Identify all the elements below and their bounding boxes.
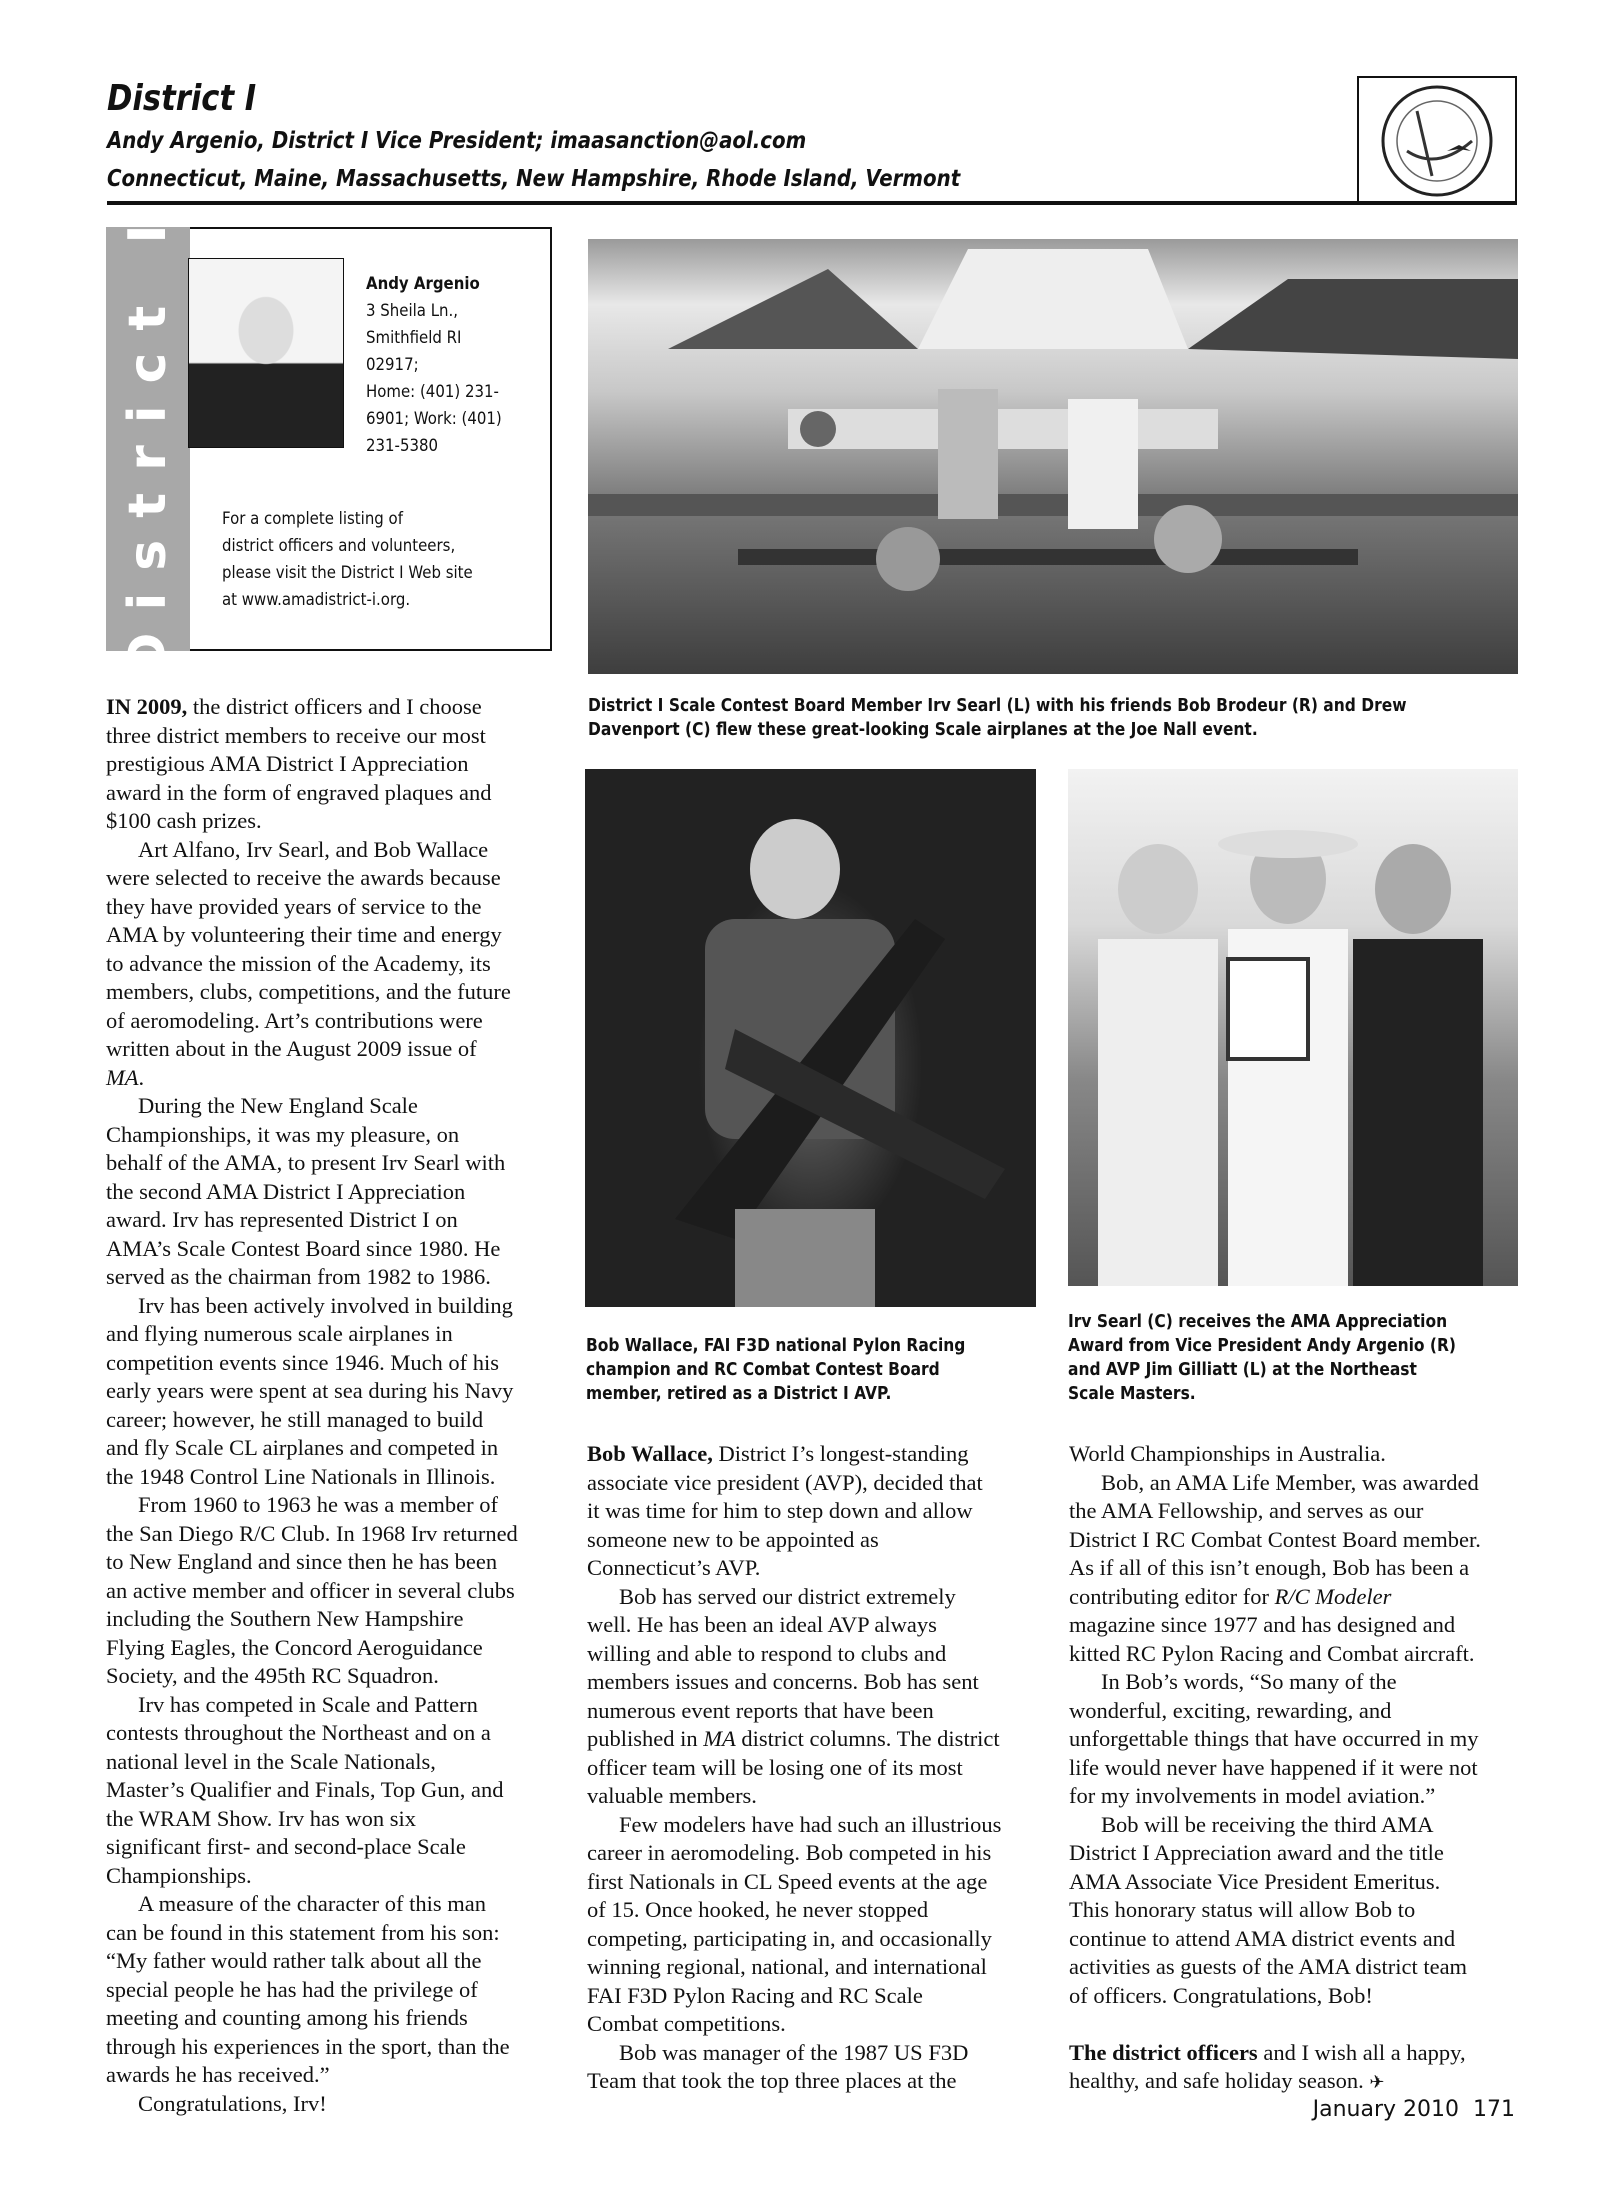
caption-line: Bob Wallace, FAI F3D national Pylon Racing [586, 1335, 966, 1356]
text-segment: Art Alfano, Irv Searl, and Bob Wallace [138, 836, 489, 862]
text-segment: prestigious AMA District I Appreciation [106, 751, 469, 776]
text-line [587, 1782, 1037, 1811]
text-line [587, 1611, 1037, 1640]
text-line [1069, 2067, 1519, 2096]
text-line [587, 1526, 1037, 1555]
text-line [1069, 2039, 1519, 2068]
text-segment: As if all of this isn’t enough, Bob has been a [1069, 1555, 1470, 1580]
text-segment: contests throughout the Northeast and on a [106, 1720, 491, 1745]
text-line [1069, 1782, 1519, 1811]
page-number: 171 [1473, 2097, 1515, 2122]
text-line [587, 1469, 1037, 1498]
text-line [1069, 1868, 1519, 1897]
text-segment: to New England and since then he has been [106, 1549, 498, 1574]
text-line [106, 950, 551, 979]
listing-line: please visit the District I Web site [222, 563, 473, 583]
text-segment: well. He has been an ideal AVP always [587, 1612, 937, 1637]
text-segment: The district officers [1069, 2039, 1258, 2065]
text-segment: associate vice president (AVP), decided that [587, 1469, 983, 1495]
andy-argenio-portrait [188, 258, 344, 448]
text-line [1069, 1839, 1519, 1868]
text-line [106, 1007, 551, 1036]
text-segment: Bob Wallace, [587, 1441, 713, 1466]
text-line [1069, 1811, 1519, 1840]
text-segment: wonderful, exciting, rewarding, and [1069, 1697, 1392, 1723]
caption-line: District I Scale Contest Board Member Irv Searl (L) with his friends Bob Brodeur (R) and Drew [588, 695, 1407, 716]
text-segment: FAI F3D Pylon Racing and RC Scale [587, 1982, 923, 2008]
top-photo-caption [588, 694, 1407, 742]
text-segment: served as the chairman from 1982 to 1986. [106, 1264, 491, 1289]
text-segment: the WRAM Show. Irv has won six [106, 1805, 416, 1831]
text-segment: the district officers and I choose [187, 694, 482, 719]
text-line [587, 1896, 1037, 1925]
text-segment: Combat competitions. [587, 2011, 786, 2036]
text-line [106, 1377, 551, 1406]
text-line [106, 1064, 551, 1093]
vertical-label-text: District I [118, 202, 178, 676]
text-line [106, 722, 551, 751]
text-segment: they have provided years of service to the [106, 893, 482, 919]
text-segment: for my involvements in model aviation.” [1069, 1783, 1436, 1808]
text-line [106, 1719, 551, 1748]
three-men-illustration [1068, 769, 1518, 1286]
contact-line: Home: (401) 231- [366, 382, 499, 402]
text-segment: willing and able to respond to clubs and [587, 1640, 947, 1666]
text-segment: significant first- and second-place Scale [106, 1834, 466, 1859]
text-segment: Few modelers have had such an illustrious [619, 1811, 1002, 1837]
text-line [587, 1982, 1037, 2011]
text-line [1069, 1697, 1519, 1726]
text-line [587, 1725, 1037, 1754]
text-segment: national level in the Scale Nationals, [106, 1748, 436, 1774]
text-segment: Championships, it was my pleasure, on [106, 1121, 460, 1147]
text-line [106, 2004, 551, 2033]
district-listing-note [222, 506, 473, 614]
text-segment: valuable members. [587, 1783, 757, 1808]
text-segment: competition events since 1946. Much of his [106, 1349, 500, 1375]
text-line [1069, 1925, 1519, 1954]
district-vertical-label [106, 202, 190, 676]
text-segment: meeting and counting among his friends [106, 2005, 468, 2030]
text-segment: “My father would rather talk about all the [106, 1948, 482, 1973]
text-line [1069, 1469, 1519, 1498]
text-segment: activities as guests of the AMA district team [1069, 1954, 1468, 1979]
text-segment: Society, and the 495th RC Squadron. [106, 1663, 439, 1688]
text-line [106, 1976, 551, 2005]
text-segment: awards he has received.” [106, 2062, 330, 2087]
text-segment: District I’s longest-standing [712, 1441, 969, 1466]
text-line [587, 1868, 1037, 1897]
text-line [587, 1697, 1037, 1726]
text-segment: career; however, he still managed to build [106, 1406, 484, 1432]
text-segment: including the Southern New Hampshire [106, 1606, 464, 1631]
text-line [106, 1862, 551, 1891]
text-line [106, 1691, 551, 1720]
states-line: Connecticut, Maine, Massachusetts, New Hampshire, Rhode Island, Vermont [107, 166, 961, 192]
contact-line: 02917; [366, 355, 419, 375]
text-segment: Bob will be receiving the third AMA [1101, 1811, 1434, 1837]
text-line [1069, 1583, 1519, 1612]
text-segment: three district members to receive our most [106, 722, 486, 748]
contact-line: 6901; Work: (401) [366, 409, 502, 429]
header-rule [107, 201, 1517, 205]
listing-line: district officers and volunteers, [222, 536, 456, 556]
text-line [106, 1947, 551, 1976]
text-segment: first Nationals in CL Speed events at the age [587, 1868, 988, 1894]
text-line [106, 1149, 551, 1178]
text-line [1069, 1497, 1519, 1526]
text-line [106, 1491, 551, 1520]
text-line [106, 1092, 551, 1121]
text-line [106, 1548, 551, 1577]
text-line [106, 1776, 551, 1805]
issue-date: January 2010 [1312, 2097, 1459, 2122]
text-segment: $100 cash prizes. [106, 808, 262, 833]
text-line [106, 2033, 551, 2062]
text-line [1069, 1896, 1519, 1925]
text-segment: Connecticut’s AVP. [587, 1555, 761, 1580]
man-with-plane-illustration [585, 769, 1036, 1307]
text-line [106, 1235, 551, 1264]
text-line [587, 2010, 1037, 2039]
text-line [587, 1754, 1037, 1783]
text-line [106, 1406, 551, 1435]
text-line [587, 1583, 1037, 1612]
text-segment: published in [587, 1726, 704, 1751]
text-line [106, 1263, 551, 1292]
ama-end-mark-icon: ✈ [1369, 2072, 1385, 2092]
text-segment: special people he has had the privilege of [106, 1976, 478, 2002]
text-line [106, 1463, 551, 1492]
right-photo-caption [1068, 1310, 1456, 1406]
text-segment: the San Diego R/C Club. In 1968 Irv returned [106, 1520, 518, 1546]
text-segment: R/C Modeler [1274, 1583, 1392, 1609]
text-segment: and flying numerous scale airplanes in [106, 1321, 453, 1346]
text-segment: and fly Scale CL airplanes and competed in [106, 1435, 499, 1460]
caption-line: Scale Masters. [1068, 1383, 1196, 1404]
caption-line: Davenport (C) flew these great-looking Scale airplanes at the Joe Nall event. [588, 719, 1258, 740]
text-segment: award. Irv has represented District I on [106, 1207, 458, 1232]
text-line [587, 1925, 1037, 1954]
text-segment: early years were spent at sea during his Navy [106, 1378, 514, 1403]
text-segment: Irv has been actively involved in building [138, 1292, 513, 1318]
text-line [587, 2067, 1037, 2096]
award-presentation-photo [1068, 769, 1518, 1286]
text-segment: life would never have happened if it were not [1069, 1754, 1478, 1780]
text-segment: District I Appreciation award and the title [1069, 1840, 1444, 1865]
text-line [106, 1577, 551, 1606]
text-line [106, 1919, 551, 1948]
text-line [1069, 2010, 1519, 2039]
ama-district-logo [1357, 76, 1517, 204]
text-line [106, 750, 551, 779]
text-line [587, 1554, 1037, 1583]
text-segment: through his experiences in the sport, than the [106, 2033, 510, 2059]
text-segment: career in aeromodeling. Bob competed in his [587, 1840, 992, 1865]
text-line [106, 1662, 551, 1691]
text-segment: AMA by volunteering their time and energy [106, 922, 502, 947]
text-line [106, 1890, 551, 1919]
text-segment: can be found in this statement from his son: [106, 1919, 500, 1945]
caption-line: Award from Vice President Andy Argenio (R) [1068, 1335, 1457, 1356]
contact-line: 3 Sheila Ln., [366, 301, 459, 321]
text-segment: Flying Eagles, the Concord Aeroguidance [106, 1634, 483, 1660]
text-line [1069, 1668, 1519, 1697]
text-segment: healthy, and safe holiday season. [1069, 2068, 1370, 2093]
text-line [1069, 1526, 1519, 1555]
text-line [106, 693, 551, 722]
text-line [1069, 1982, 1519, 2011]
text-line [106, 864, 551, 893]
text-segment: kitted RC Pylon Racing and Combat aircraft. [1069, 1640, 1475, 1666]
vice-president-line: Andy Argenio, District I Vice President; imaasanction@aol.com [107, 128, 807, 154]
text-line [106, 893, 551, 922]
text-segment: of 15. Once hooked, he never stopped [587, 1897, 929, 1922]
text-line [106, 921, 551, 950]
text-segment: During the New England Scale [138, 1093, 418, 1118]
text-segment: Team that took the top three places at the [587, 2068, 957, 2093]
text-segment: unforgettable things that have occurred in my [1069, 1726, 1479, 1751]
text-segment: This honorary status will allow Bob to [1069, 1897, 1416, 1922]
text-line [587, 1668, 1037, 1697]
contact-line: Andy Argenio [366, 274, 480, 294]
text-line [106, 1634, 551, 1663]
article-column-middle [587, 1440, 1037, 2096]
text-segment: it was time for him to step down and allow [587, 1498, 973, 1523]
text-segment: IN 2009, [106, 694, 188, 719]
ama-seal-icon [1377, 81, 1497, 201]
text-line [106, 1178, 551, 1207]
text-segment: officer team will be losing one of its most [587, 1754, 963, 1780]
text-segment: Bob has served our district extremely [619, 1583, 956, 1609]
article-column-left [106, 693, 551, 2118]
article-column-right [1069, 1440, 1519, 2096]
text-segment: numerous event reports that have been [587, 1697, 934, 1723]
text-segment: Bob, an AMA Life Member, was awarded [1101, 1469, 1479, 1495]
text-line [1069, 1554, 1519, 1583]
text-line [1069, 1754, 1519, 1783]
text-line [587, 1953, 1037, 1982]
text-segment: the 1948 Control Line Nationals in Illinois. [106, 1463, 496, 1489]
text-segment: Championships. [106, 1862, 252, 1888]
text-line [587, 1839, 1037, 1868]
text-segment: someone new to be appointed as [587, 1526, 879, 1552]
text-segment: members, clubs, competitions, and the future [106, 979, 511, 1004]
text-line [106, 2061, 551, 2090]
text-line [106, 836, 551, 865]
text-line [1069, 1611, 1519, 1640]
text-segment: behalf of the AMA, to present Irv Searl with [106, 1150, 506, 1175]
text-line [106, 1605, 551, 1634]
text-segment: the AMA Fellowship, and serves as our [1069, 1498, 1424, 1523]
text-segment: to advance the mission of the Academy, its [106, 950, 491, 976]
text-segment: District I RC Combat Contest Board member. [1069, 1526, 1481, 1552]
text-segment: district columns. The district [735, 1726, 1000, 1751]
text-line [106, 2090, 551, 2119]
text-segment: of officers. Congratulations, Bob! [1069, 1982, 1373, 2008]
text-segment: continue to attend AMA district events and [1069, 1925, 1456, 1951]
text-line [587, 2039, 1037, 2068]
text-line [587, 1497, 1037, 1526]
text-line [106, 1805, 551, 1834]
text-segment: Irv has competed in Scale and Pattern [138, 1691, 478, 1717]
text-segment: contributing editor for [1069, 1583, 1275, 1609]
text-segment: magazine since 1977 and has designed and [1069, 1612, 1456, 1637]
caption-line: member, retired as a District I AVP. [586, 1383, 892, 1404]
text-segment: MA [106, 1064, 139, 1090]
text-segment: MA [703, 1726, 736, 1751]
text-line [106, 1833, 551, 1862]
text-line [1069, 1953, 1519, 1982]
text-line [587, 1440, 1037, 1469]
caption-line: and AVP Jim Gilliatt (L) at the Northeast [1068, 1359, 1417, 1380]
text-segment: award in the form of engraved plaques and [106, 779, 492, 805]
bob-wallace-photo [585, 769, 1036, 1307]
text-segment: World Championships in Australia. [1069, 1441, 1386, 1466]
text-line [106, 1035, 551, 1064]
caption-line: Irv Searl (C) receives the AMA Appreciation [1068, 1311, 1448, 1332]
text-segment: Congratulations, Irv! [138, 2090, 327, 2116]
text-segment: Bob was manager of the 1987 US F3D [619, 2039, 969, 2065]
text-segment: From 1960 to 1963 he was a member of [138, 1492, 498, 1517]
text-line [106, 1292, 551, 1321]
listing-line: at www.amadistrict-i.org. [222, 590, 411, 610]
text-segment: members issues and concerns. Bob has sent [587, 1669, 979, 1694]
text-segment: the second AMA District I Appreciation [106, 1178, 466, 1204]
text-line [106, 807, 551, 836]
text-line [106, 779, 551, 808]
text-segment: A measure of the character of this man [138, 1891, 486, 1916]
text-line [106, 1434, 551, 1463]
text-segment: AMA Associate Vice President Emeritus. [1069, 1868, 1441, 1894]
text-line [106, 1320, 551, 1349]
text-segment: an active member and officer in several clubs [106, 1577, 515, 1603]
text-line [587, 1640, 1037, 1669]
text-line [106, 1520, 551, 1549]
text-segment: AMA’s Scale Contest Board since 1980. He [106, 1235, 501, 1261]
text-line [587, 1811, 1037, 1840]
page-title: District I [107, 78, 257, 119]
contact-line: Smithfield RI [366, 328, 462, 348]
text-line [1069, 1640, 1519, 1669]
text-segment: and I wish all a happy, [1257, 2039, 1466, 2065]
text-segment: Master’s Qualifier and Finals, Top Gun, and [106, 1777, 504, 1802]
text-segment: . [138, 1064, 145, 1090]
scale-airplanes-photo [588, 239, 1518, 674]
text-line [1069, 1725, 1519, 1754]
text-line [106, 1349, 551, 1378]
text-segment: were selected to receive the awards because [106, 865, 501, 890]
text-segment: of aeromodeling. Art’s contributions were [106, 1007, 483, 1033]
middle-photo-caption [586, 1334, 965, 1406]
text-line [106, 1748, 551, 1777]
listing-line: For a complete listing of [222, 509, 403, 529]
text-segment: written about in the August 2009 issue of [106, 1036, 477, 1061]
text-line [106, 1121, 551, 1150]
text-segment: competing, participating in, and occasionally [587, 1925, 992, 1951]
text-line [1069, 1440, 1519, 1469]
text-line [106, 978, 551, 1007]
page-footer [1313, 2097, 1515, 2122]
text-segment: In Bob’s words, “So many of the [1101, 1669, 1397, 1694]
caption-line: champion and RC Combat Contest Board [586, 1359, 940, 1380]
biplane-illustration [588, 239, 1518, 674]
text-segment: winning regional, national, and international [587, 1954, 987, 1979]
text-line [106, 1206, 551, 1235]
contact-line: 231-5380 [366, 436, 439, 456]
contact-info [366, 271, 502, 460]
